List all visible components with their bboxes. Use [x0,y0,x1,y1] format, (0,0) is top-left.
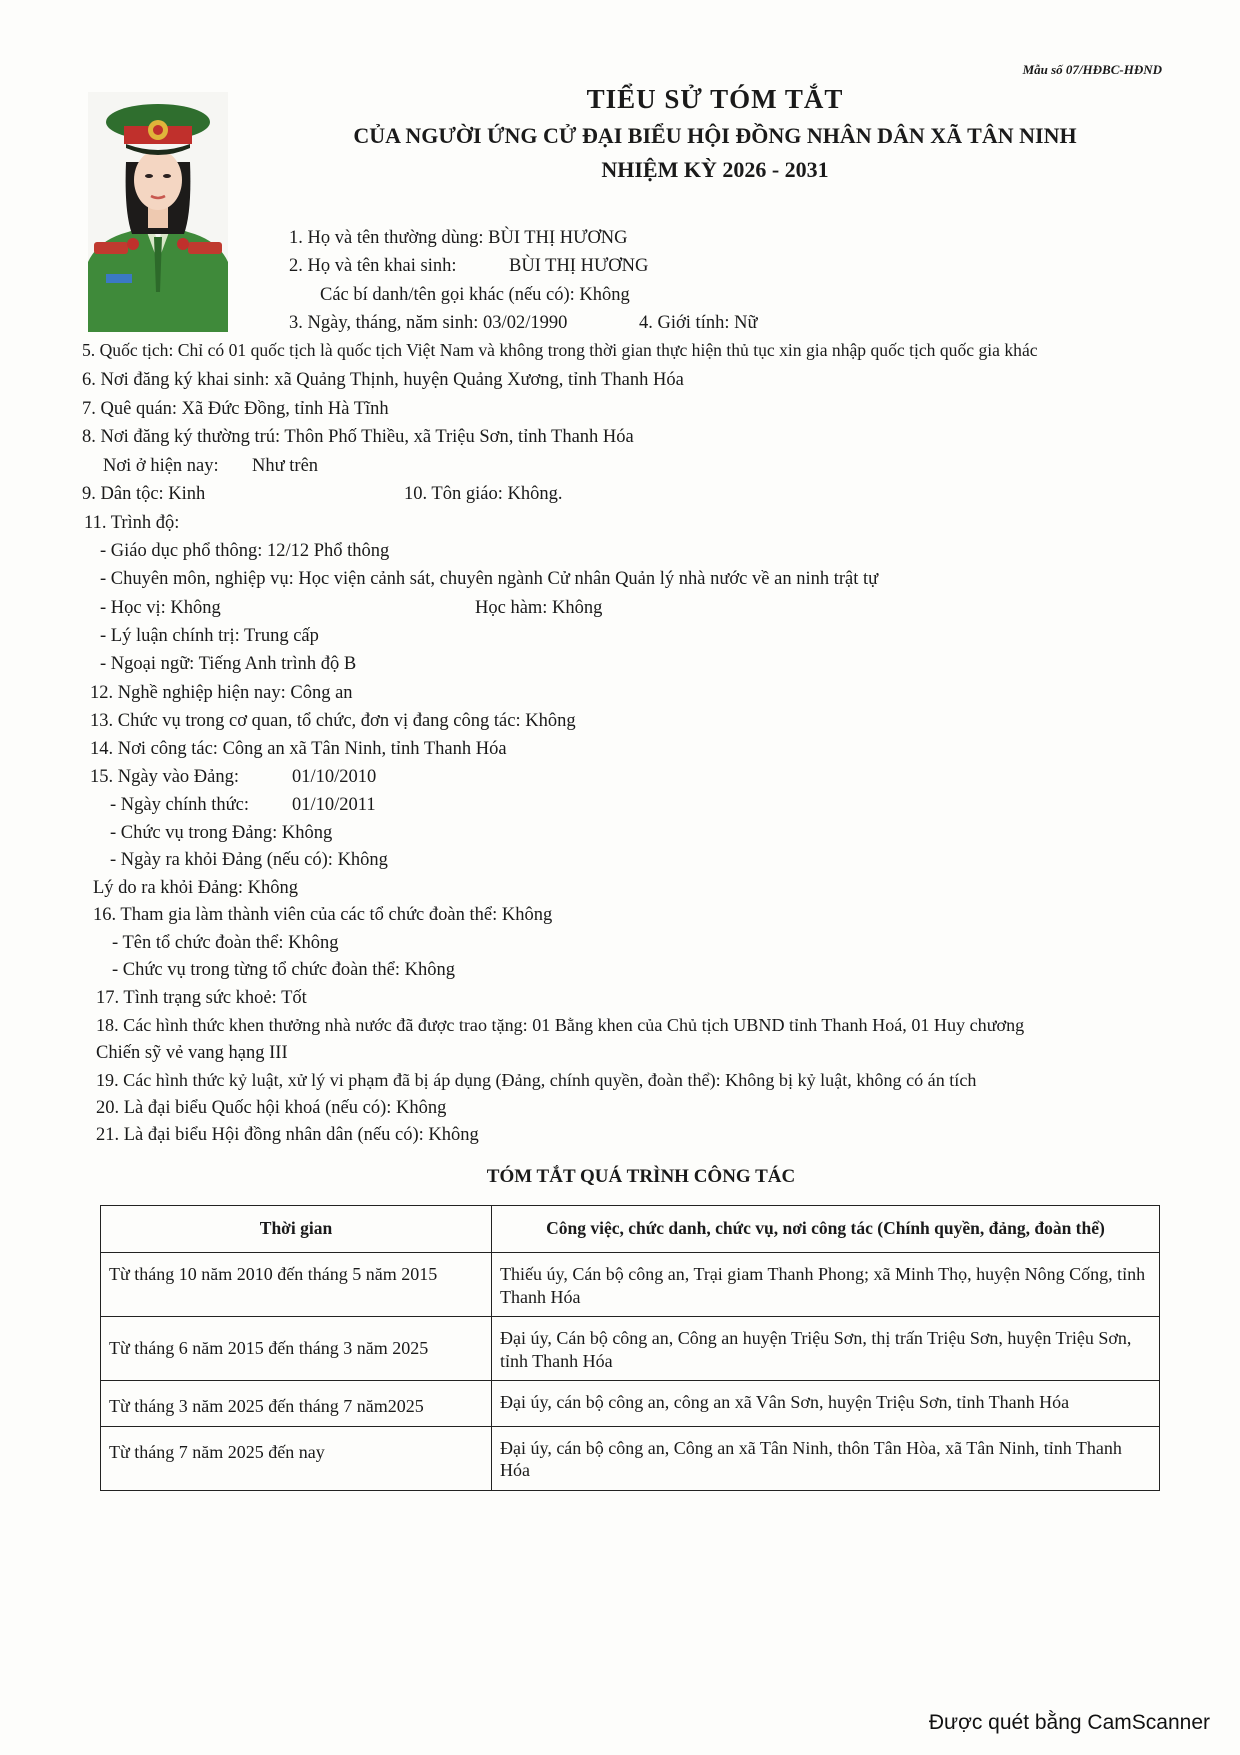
row-work: Thiếu úy, Cán bộ công an, Trại giam Thanh Phong; xã Minh Thọ, huyện Nông Cống, tỉnh Thanh Hóa [492,1253,1160,1317]
field-education: 11. Trình độ: [84,513,180,533]
field-awards-continued: Chiến sỹ vẻ vang hạng III [96,1043,288,1063]
field-current-residence-label: Nơi ở hiện nay: [103,456,219,476]
table-row [101,1253,1160,1317]
document-header [285,84,1145,183]
field-awards: 18. Các hình thức khen thưởng nhà nước đã được trao tặng: 01 Bằng khen của Chủ tịch UBND tỉnh Thanh Hoá, 01 Huy chương [96,1015,1025,1035]
field-birth-name-value: BÙI THỊ HƯƠNG [509,256,649,276]
work-history-title: TÓM TẮT QUÁ TRÌNH CÔNG TÁC [486,1166,796,1187]
form-code: Mẫu số 07/HĐBC-HĐND [1022,62,1162,77]
field-party-leave-reason: Lý do ra khỏi Đảng: Không [93,878,299,898]
table-row [101,1317,1160,1381]
field-party-join-value: 01/10/2010 [292,767,377,787]
field-nationality: 5. Quốc tịch: Chỉ có 01 quốc tịch là quốc tịch Việt Nam và không trong thời gian thực hiện thủ tục xin gia nhập quốc tịch quốc gia khác [82,340,1038,360]
row-work: Đại úy, cán bộ công an, Công an xã Tân Ninh, thôn Tân Hòa, xã Tân Ninh, tỉnh Thanh Hóa [492,1426,1160,1490]
field-occupation: 12. Nghề nghiệp hiện nay: Công an [90,683,353,703]
field-degree: - Học vị: Không [100,598,221,618]
field-permanent-residence: 8. Nơi đăng ký thường trú: Thôn Phố Thiều, xã Triệu Sơn, tỉnh Thanh Hóa [82,427,634,447]
field-birth-registration: 6. Nơi đăng ký khai sinh: xã Quảng Thịnh, huyện Quảng Xương, tỉnh Thanh Hóa [82,370,684,390]
row-time: Từ tháng 7 năm 2025 đến nay [101,1426,492,1490]
field-organization-position: - Chức vụ trong từng tổ chức đoàn thể: Không [112,960,455,980]
field-health: 17. Tình trạng sức khoẻ: Tốt [96,988,307,1008]
field-gender: 4. Giới tính: Nữ [639,313,758,333]
field-birth-date: 3. Ngày, tháng, năm sinh: 03/02/1990 [289,313,568,333]
field-organization-name: - Tên tổ chức đoàn thể: Không [112,933,339,953]
field-party-position: - Chức vụ trong Đảng: Không [110,823,333,843]
field-common-name: 1. Họ và tên thường dùng: BÙI THỊ HƯƠNG [289,228,628,248]
work-history-table [100,1205,1160,1491]
field-discipline: 19. Các hình thức kỷ luật, xử lý vi phạm đã bị áp dụng (Đảng, chính quyền, đoàn thể): Không bị kỷ luật, không có án tích [96,1070,977,1090]
portrait-image [88,92,228,332]
row-time: Từ tháng 3 năm 2025 đến tháng 7 năm2025 [101,1381,492,1427]
row-work: Đại úy, Cán bộ công an, Công an huyện Triệu Sơn, thị trấn Triệu Sơn, huyện Triệu Sơn, tỉnh Thanh Hóa [492,1317,1160,1381]
candidate-photo [88,92,228,332]
field-hometown: 7. Quê quán: Xã Đức Đồng, tỉnh Hà Tĩnh [82,399,389,419]
field-position: 13. Chức vụ trong cơ quan, tổ chức, đơn vị đang công tác: Không [90,711,576,731]
field-religion: 10. Tôn giáo: Không. [404,484,563,504]
row-time: Từ tháng 10 năm 2010 đến tháng 5 năm 2015 [101,1253,492,1317]
field-current-residence-value: Như trên [252,456,319,476]
field-organizations: 16. Tham gia làm thành viên của các tổ chức đoàn thể: Không [93,905,553,925]
column-header-time: Thời gian [101,1206,492,1253]
field-party-official-label: - Ngày chính thức: [110,795,249,815]
table-row [101,1381,1160,1427]
table-header-row [101,1206,1160,1253]
field-ethnicity: 9. Dân tộc: Kinh [82,484,206,504]
document-title: TIỂU SỬ TÓM TẮT [586,84,844,114]
column-header-work: Công việc, chức danh, chức vụ, nơi công tác (Chính quyền, đảng, đoàn thể) [492,1206,1160,1253]
field-foreign-language: - Ngoại ngữ: Tiếng Anh trình độ B [100,654,357,674]
row-time: Từ tháng 6 năm 2015 đến tháng 3 năm 2025 [101,1317,492,1381]
field-aliases: Các bí danh/tên gọi khác (nếu có): Không [320,285,630,305]
field-party-leave-date: - Ngày ra khỏi Đảng (nếu có): Không [110,850,388,870]
field-national-assembly: 20. Là đại biểu Quốc hội khoá (nếu có): Không [96,1098,447,1118]
term-label: NHIỆM KỲ 2026 - 2031 [601,157,829,182]
field-political-theory: - Lý luận chính trị: Trung cấp [100,626,319,646]
field-peoples-council: 21. Là đại biểu Hội đồng nhân dân (nếu có): Không [96,1125,479,1145]
field-workplace: 14. Nơi công tác: Công an xã Tân Ninh, tỉnh Thanh Hóa [90,739,507,759]
field-specialization: - Chuyên môn, nghiệp vụ: Học viện cảnh sát, chuyên ngành Cử nhân Quản lý nhà nước về an ninh trật tự [100,569,879,589]
field-party-join-label: 15. Ngày vào Đảng: [90,767,239,787]
scanner-watermark: Được quét bằng CamScanner [928,1711,1210,1734]
field-academic-title: Học hàm: Không [475,598,603,618]
row-work: Đại úy, cán bộ công an, công an xã Vân Sơn, huyện Triệu Sơn, tỉnh Thanh Hóa [492,1381,1160,1427]
field-birth-name-label: 2. Họ và tên khai sinh: [289,256,457,276]
field-general-education: - Giáo dục phổ thông: 12/12 Phổ thông [100,541,390,561]
document-subtitle: CỦA NGƯỜI ỨNG CỬ ĐẠI BIỂU HỘI ĐỒNG NHÂN DÂN XÃ TÂN NINH [353,123,1077,148]
field-party-official-value: 01/10/2011 [292,795,376,815]
table-row [101,1426,1160,1490]
